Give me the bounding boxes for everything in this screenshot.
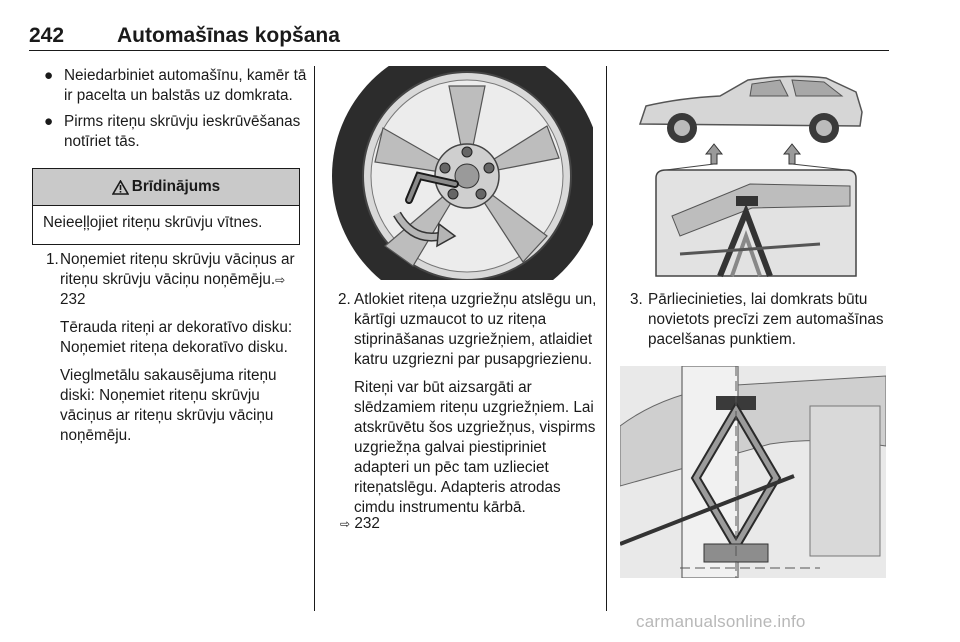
header-divider [29, 50, 889, 51]
wheel-wrench-illustration [327, 66, 593, 280]
page-reference[interactable]: 232 [354, 515, 380, 532]
bullet-list [40, 66, 310, 158]
scissor-jack-illustration [620, 366, 886, 578]
warning-triangle-icon [112, 180, 129, 195]
page-reference[interactable]: 232 [60, 291, 86, 308]
step-paragraph: Pārliecinieties, lai domkrats būtu novietots precīzi zem automašīnas pacelšanas punktiem. [648, 291, 884, 348]
bullet-marker: ● [44, 67, 54, 84]
column-divider-1 [314, 66, 315, 611]
watermark: carmanualsonline.info [636, 612, 806, 631]
step-number: 1. [46, 251, 59, 268]
page-ref-arrow-icon: ⇨ [340, 517, 351, 531]
step-text: Noņemiet riteņu skrūvju vāciņus ar riteņu skrūvju vāciņu noņēmēju. [60, 251, 295, 288]
step-number: 3. [630, 291, 643, 308]
page-ref-arrow-icon: ⇨ [275, 273, 286, 287]
step-paragraph: Vieglmetālu sakausējuma riteņu diski: Noņemiet riteņu skrūvju vāciņus ar riteņu skrūvju vāciņu noņēmēju. [60, 367, 277, 444]
warning-title: Brīdinājums [131, 178, 221, 195]
page-header [29, 22, 889, 52]
step-paragraph: Atlokiet riteņa uzgriežņu atslēgu un, kārtīgi uzmaucot to uz riteņa stiprināšanas uzgriežņiem, atlaidiet katru uzgriezni par pusapgriezienu. [354, 291, 597, 368]
bullet-marker: ● [44, 113, 54, 130]
step-number: 2. [338, 291, 351, 308]
step-paragraph [338, 378, 600, 518]
warning-box [32, 168, 300, 245]
column-divider-2 [606, 66, 607, 611]
step-paragraph [60, 250, 314, 310]
warning-text: Neieeļļojiet riteņu skrūvju vītnes. [43, 214, 263, 231]
list-item [40, 66, 310, 106]
page-title: Automašīnas kopšana [117, 24, 340, 47]
page-reference-line [340, 514, 380, 534]
step-paragraph: Tērauda riteņi ar dekoratīvo disku: Noņemiet riteņa dekoratīvo disku. [60, 319, 293, 356]
jacking-points-illustration [620, 66, 886, 280]
bullet-text: Pirms riteņu skrūvju ieskrūvēšanas notīriet tās. [64, 113, 301, 150]
bullet-text: Neiedarbiniet automašīnu, kamēr tā ir pacelta un balstās uz domkrata. [64, 67, 307, 104]
list-item [40, 112, 310, 152]
step-text: Riteņi var būt aizsargāti ar slēdzamiem riteņu uzgriežņiem. Lai atskrūvētu šos uzgriežņus, vispirms uzgriežņa galvai piestipriniet adapteri un pēc tam uzlieciet riteņatslēgu. Adapteris atrodas cimdu instrumentu kārbā. [354, 379, 596, 516]
warning-header [33, 169, 299, 206]
page-number: 242 [29, 24, 65, 47]
